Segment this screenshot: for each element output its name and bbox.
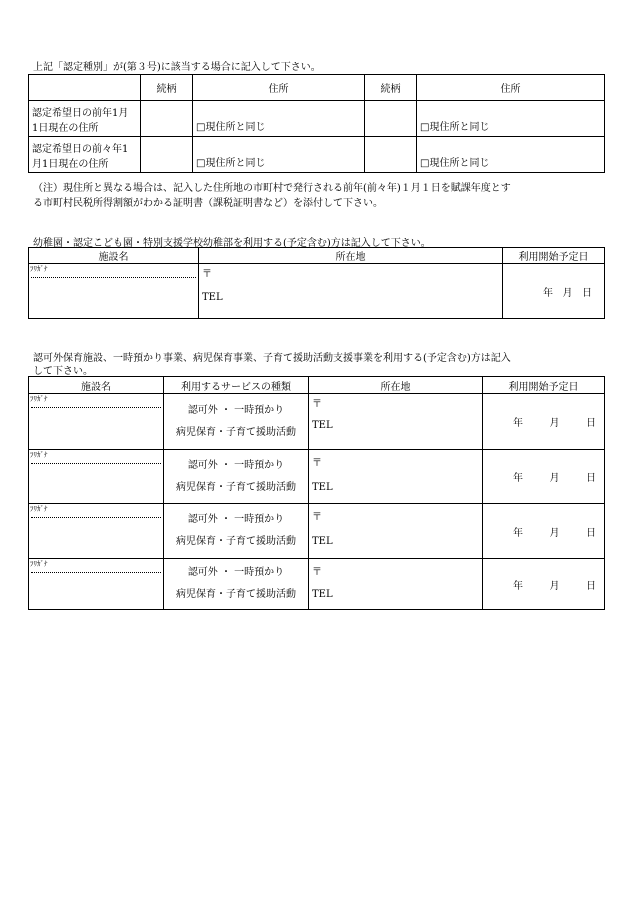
section1-row2-relation-1[interactable]	[141, 137, 193, 173]
section2-location[interactable]	[199, 264, 503, 319]
section2-start-date[interactable]	[503, 264, 605, 319]
tel-label: TEL	[312, 589, 333, 600]
postal-mark: 〒	[312, 399, 322, 410]
tel-label: TEL	[312, 482, 333, 493]
date-month-label: 月	[549, 473, 560, 484]
section3-table	[28, 376, 605, 610]
section2-facility-name[interactable]	[29, 264, 199, 319]
section3-service-type[interactable]	[164, 504, 309, 559]
section1-table	[28, 74, 605, 173]
date-year-label: 年	[513, 418, 523, 429]
date-month-label: 月	[562, 287, 573, 299]
section3-service-type[interactable]	[164, 559, 309, 610]
tel-label: TEL	[312, 536, 333, 547]
postal-mark: 〒	[312, 512, 322, 523]
table-row	[29, 450, 605, 504]
section3-start-date[interactable]	[483, 559, 605, 610]
furigana-label: ﾌﾘｶﾞﾅ	[30, 451, 48, 459]
section3-header-location: 所在地	[309, 377, 483, 394]
section1-row1-label-line2: 1日現在の住所	[32, 122, 99, 134]
section1-header-address-1: 住所	[193, 75, 365, 101]
date-year-label: 年	[513, 527, 523, 539]
section3-facility-name[interactable]	[29, 450, 164, 504]
section1-row2-label-line2: 月1日現在の住所	[32, 158, 109, 170]
section3-location[interactable]	[309, 504, 483, 559]
same-address-checkbox[interactable]: □現住所と同じ	[196, 122, 266, 133]
date-year-label: 年	[543, 287, 553, 299]
date-year-label: 年	[513, 580, 523, 592]
section1-row2-label-line1: 認定希望日の前々年1	[32, 143, 129, 155]
section1-header-relation-1: 続柄	[141, 75, 193, 101]
furigana-label: ﾌﾘｶﾞﾅ	[30, 560, 48, 568]
section3-service-type[interactable]	[164, 394, 309, 450]
section1-row2-address-1[interactable]	[193, 137, 365, 173]
section1-row1-address-1[interactable]	[193, 101, 365, 137]
section3-header-service: 利用するサービスの種類	[164, 377, 309, 394]
section1-note-line1: （注）現住所と異なる場合は、記入した住所地の市町村で発行される前年(前々年)１月１日を賦課年度とす	[33, 183, 511, 194]
service-option-line2[interactable]: 病児保育・子育て援助活動	[176, 536, 296, 547]
section3-header-facility: 施設名	[29, 377, 164, 394]
same-address-checkbox[interactable]: □現住所と同じ	[420, 122, 490, 133]
section3-start-date[interactable]	[483, 450, 605, 504]
furigana-label: ﾌﾘｶﾞﾅ	[30, 395, 48, 403]
section2-header-facility: 施設名	[29, 248, 199, 264]
section2-header-location: 所在地	[199, 248, 503, 264]
section3-intro-line1: 認可外保育施設、一時預かり事業、病児保育事業、子育て援助活動支援事業を利用する(予定含む)方は記入	[33, 353, 511, 364]
service-option-line2[interactable]: 病児保育・子育て援助活動	[176, 481, 296, 493]
section1-intro: 上記「認定種別」が(第３号)に該当する場合に記入して下さい。	[33, 62, 321, 73]
section1-row2-relation-2[interactable]	[365, 137, 417, 173]
date-day-label: 日	[586, 418, 596, 429]
table-row	[29, 394, 605, 450]
table-row	[29, 504, 605, 559]
service-option-line2[interactable]: 病児保育・子育て援助活動	[176, 426, 296, 438]
service-option-line1[interactable]: 認可外 ・ 一時預かり	[187, 404, 285, 416]
section1-row2-address-2[interactable]	[417, 137, 605, 173]
section1-row1-address-2[interactable]	[417, 101, 605, 137]
postal-mark: 〒	[312, 458, 322, 469]
furigana-divider	[31, 407, 161, 408]
section1-row2-label	[29, 137, 141, 173]
date-day-label: 日	[586, 527, 596, 539]
section3-facility-name[interactable]	[29, 559, 164, 610]
section1-header-blank	[29, 75, 141, 101]
section2-table	[28, 247, 605, 319]
date-day-label: 日	[586, 473, 596, 484]
section2-header-start-date: 利用開始予定日	[503, 248, 605, 264]
section1-note-line2: る市町村民税所得割額がわかる証明書（課税証明書など）を添付して下さい。	[33, 198, 383, 209]
section3-facility-name[interactable]	[29, 504, 164, 559]
section3-location[interactable]	[309, 450, 483, 504]
furigana-divider	[31, 463, 161, 464]
furigana-label: ﾌﾘｶﾞﾅ	[30, 505, 48, 513]
furigana-divider	[31, 277, 196, 278]
service-option-line1[interactable]: 認可外 ・ 一時預かり	[187, 459, 285, 471]
postal-mark: 〒	[312, 567, 322, 578]
postal-mark: 〒	[202, 269, 212, 280]
tel-label: TEL	[312, 420, 333, 431]
section1-header-relation-2: 続柄	[365, 75, 417, 101]
section3-location[interactable]	[309, 559, 483, 610]
furigana-divider	[31, 572, 161, 573]
section3-start-date[interactable]	[483, 504, 605, 559]
date-day-label: 日	[586, 580, 596, 592]
furigana-divider	[31, 517, 161, 518]
section1-row1-label	[29, 101, 141, 137]
section3-facility-name[interactable]	[29, 394, 164, 450]
section3-location[interactable]	[309, 394, 483, 450]
date-day-label: 日	[582, 287, 592, 299]
section1-row1-label-line1: 認定希望日の前年1月	[32, 107, 129, 119]
table-row	[29, 559, 605, 610]
section3-intro-line2: して下さい。	[33, 366, 93, 377]
date-month-label: 月	[549, 418, 560, 429]
service-option-line1[interactable]: 認可外 ・ 一時預かり	[187, 567, 285, 578]
date-month-label: 月	[549, 580, 560, 592]
service-option-line1[interactable]: 認可外 ・ 一時預かり	[187, 514, 285, 525]
furigana-label: ﾌﾘｶﾞﾅ	[30, 265, 48, 273]
section1-row1-relation-1[interactable]	[141, 101, 193, 137]
section1-header-address-2: 住所	[417, 75, 605, 101]
section3-start-date[interactable]	[483, 394, 605, 450]
date-month-label: 月	[549, 527, 560, 539]
section3-header-start-date: 利用開始予定日	[483, 377, 605, 394]
section3-service-type[interactable]	[164, 450, 309, 504]
tel-label: TEL	[202, 292, 223, 303]
section2-intro: 幼稚園・認定こども園・特別支援学校幼稚部を利用する(予定含む)方は記入して下さい。	[33, 238, 431, 249]
section1-row1-relation-2[interactable]	[365, 101, 417, 137]
same-address-checkbox[interactable]: □現住所と同じ	[196, 158, 266, 169]
date-year-label: 年	[513, 473, 523, 484]
service-option-line2[interactable]: 病児保育・子育て援助活動	[176, 589, 296, 600]
same-address-checkbox[interactable]: □現住所と同じ	[420, 158, 490, 169]
